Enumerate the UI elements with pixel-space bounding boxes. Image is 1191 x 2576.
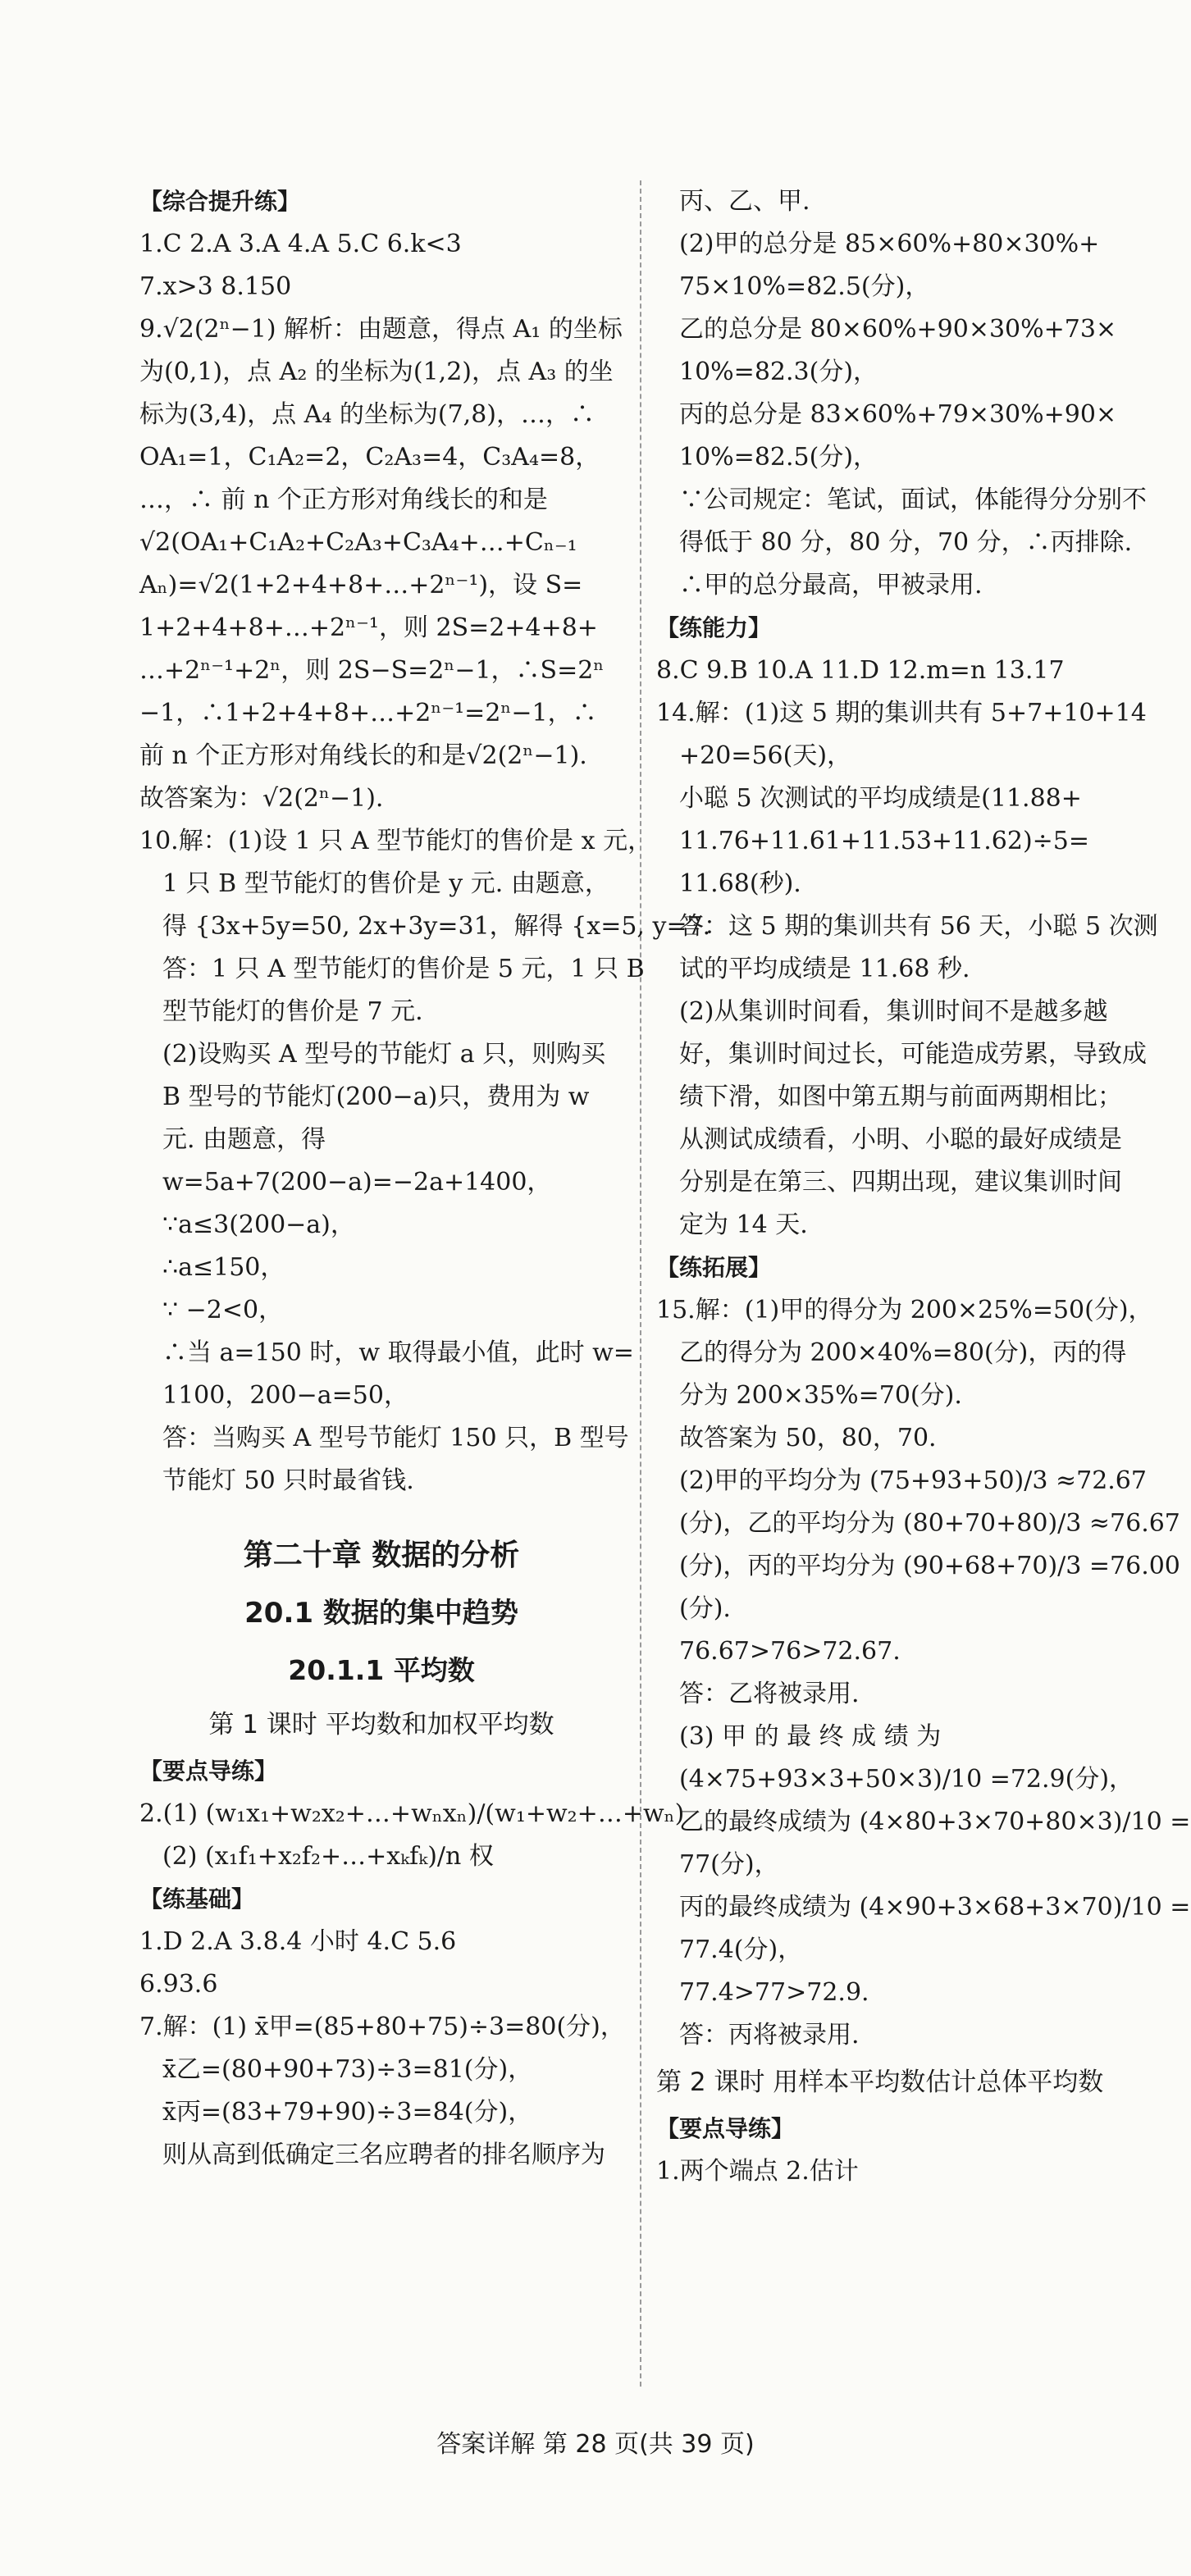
- section-heading: 【练拓展】: [656, 1254, 772, 1281]
- text-line: 分别是在第三、四期出现，建议集训时间: [679, 1168, 1122, 1197]
- text-line: 得 {3x+5y=50, 2x+3y=31，解得 {x=5, y=7.: [162, 912, 711, 941]
- section-heading: 【要点导练】: [656, 2115, 795, 2142]
- text-line: …，∴ 前 n 个正方形对角线长的和是: [139, 486, 548, 514]
- text-line: 丙的最终成绩为 (4×90+3×68+3×70)/10 =: [679, 1893, 1191, 1922]
- text-line: 故答案为 50，80，70.: [679, 1424, 937, 1452]
- text-line: 试的平均成绩是 11.68 秒.: [679, 955, 970, 983]
- text-line: 75×10%=82.5(分)，: [679, 272, 930, 301]
- text-line: x̄丙=(83+79+90)÷3=84(分)，: [162, 2098, 533, 2127]
- text-line: 1 只 B 型节能灯的售价是 y 元. 由题意，: [162, 869, 609, 898]
- text-line: 11.76+11.61+11.53+11.62)÷5=: [679, 827, 1090, 855]
- section-heading: 【要点导练】: [139, 1758, 278, 1785]
- page-footer: 答案详解 第 28 页(共 39 页): [436, 2430, 755, 2459]
- text-line: 小聪 5 次测试的平均成绩是(11.88+: [679, 784, 1082, 813]
- text-line: 绩下滑，如图中第五期与前面两期相比；: [679, 1083, 1122, 1111]
- text-line: 15.解：(1)甲的得分为 200×25%=50(分)，: [656, 1296, 1153, 1324]
- text-line: 77.4(分)，: [679, 1935, 803, 1964]
- text-line: 答：乙将被录用.: [679, 1680, 860, 1708]
- text-line: 乙的得分为 200×40%=80(分)，丙的得: [679, 1338, 1127, 1367]
- text-line: 6.93.6: [139, 1970, 218, 1999]
- text-line: ∴甲的总分最高，甲被录用.: [679, 571, 983, 600]
- text-line: ∵a≤3(200−a)，: [162, 1210, 355, 1239]
- text-line: 乙的最终成绩为 (4×80+3×70+80×3)/10 =: [679, 1808, 1191, 1836]
- text-line: 8.C 9.B 10.A 11.D 12.m=n 13.17: [656, 656, 1065, 685]
- chapter-heading: 20.1.1 平均数: [288, 1654, 475, 1686]
- text-line: ∵公司规定：笔试，面试，体能得分分别不: [679, 486, 1147, 514]
- text-line: ∵ −2<0，: [162, 1296, 284, 1324]
- text-line: 丙、乙、甲.: [679, 187, 810, 216]
- text-line: w=5a+7(200−a)=−2a+1400，: [162, 1168, 552, 1197]
- text-line: 分为 200×35%=70(分).: [679, 1381, 962, 1410]
- text-line: +20=56(天)，: [679, 741, 852, 770]
- text-line: …+2ⁿ⁻¹+2ⁿ，则 2S−S=2ⁿ−1，∴S=2ⁿ: [139, 656, 605, 685]
- text-line: (4×75+93×3+50×3)/10 =72.9(分)，: [679, 1765, 1134, 1794]
- text-line: OA₁=1，C₁A₂=2，C₂A₃=4，C₃A₄=8，: [139, 443, 600, 472]
- text-line: B 型号的节能灯(200−a)只，费用为 w: [162, 1083, 590, 1111]
- text-line: 10%=82.5(分)，: [679, 443, 878, 472]
- text-line: (3) 甲 的 最 终 成 绩 为: [679, 1722, 942, 1751]
- section-heading: 【练能力】: [656, 614, 772, 641]
- text-line: 前 n 个正方形对角线长的和是√2(2ⁿ−1).: [139, 741, 587, 770]
- text-line: 元. 由题意，得: [162, 1125, 326, 1154]
- text-line: 则从高到低确定三名应聘者的排名顺序为: [162, 2141, 605, 2169]
- text-line: x̄乙=(80+90+73)÷3=81(分)，: [162, 2055, 533, 2084]
- text-line: (2)设购买 A 型号的节能灯 a 只，则购买: [162, 1040, 606, 1069]
- text-line: 乙的总分是 80×60%+90×30%+73×: [679, 315, 1117, 344]
- section-heading: 【练基础】: [139, 1885, 255, 1913]
- chapter-heading: 第 2 课时 用样本平均数估计总体平均数: [656, 2068, 1104, 2097]
- text-line: (2)甲的平均分为 (75+93+50)/3 ≈72.67: [679, 1466, 1147, 1495]
- text-line: 2.(1) (w₁x₁+w₂x₂+…+wₙxₙ)/(w₁+w₂+…+wₙ): [139, 1799, 685, 1828]
- text-line: 1.D 2.A 3.8.4 小时 4.C 5.6: [139, 1927, 457, 1956]
- text-line: 从测试成绩看，小明、小聪的最好成绩是: [679, 1125, 1122, 1154]
- text-line: 答：1 只 A 型节能灯的售价是 5 元，1 只 B: [162, 955, 645, 983]
- text-line: 答：当购买 A 型号节能灯 150 只，B 型号: [162, 1424, 629, 1452]
- text-line: (分)，丙的平均分为 (90+68+70)/3 =76.00: [679, 1552, 1180, 1580]
- chapter-heading: 第 1 课时 平均数和加权平均数: [208, 1710, 554, 1739]
- chapter-heading: 20.1 数据的集中趋势: [244, 1597, 518, 1630]
- text-line: Aₙ)=√2(1+2+4+8+…+2ⁿ⁻¹)，设 S=: [139, 571, 583, 600]
- text-line: (分).: [679, 1594, 731, 1623]
- text-line: 14.解：(1)这 5 期的集训共有 5+7+10+14: [656, 699, 1147, 727]
- text-line: 标为(3,4)，点 A₄ 的坐标为(7,8)，…，∴: [139, 400, 595, 429]
- text-line: 定为 14 天.: [679, 1210, 808, 1239]
- text-line: 答：这 5 期的集训共有 56 天，小聪 5 次测: [679, 912, 1158, 941]
- text-line: (2)从集训时间看，集训时间不是越多越: [679, 997, 1108, 1026]
- text-line: 11.68(秒).: [679, 869, 801, 898]
- text-line: ∴a≤150，: [162, 1253, 285, 1282]
- text-line: 节能灯 50 只时最省钱.: [162, 1466, 414, 1495]
- text-line: −1，∴1+2+4+8+…+2ⁿ⁻¹=2ⁿ−1，∴: [139, 699, 597, 727]
- text-line: (2) (x₁f₁+x₂f₂+…+xₖfₖ)/n 权: [162, 1842, 494, 1871]
- text-line: (分)，乙的平均分为 (80+70+80)/3 ≈76.67: [679, 1509, 1180, 1538]
- text-line: (2)甲的总分是 85×60%+80×30%+: [679, 230, 1100, 258]
- text-line: 1100，200−a=50，: [162, 1381, 408, 1410]
- text-line: 1.两个端点 2.估计: [656, 2157, 859, 2186]
- text-line: √2(OA₁+C₁A₂+C₂A₃+C₃A₄+…+Cₙ₋₁: [139, 528, 577, 557]
- text-line: 10%=82.3(分)，: [679, 358, 878, 386]
- text-line: ∴当 a=150 时，w 取得最小值，此时 w=: [162, 1338, 634, 1367]
- text-line: 77.4>77>72.9.: [679, 1978, 869, 2007]
- text-line: 为(0,1)，点 A₂ 的坐标为(1,2)，点 A₃ 的坐: [139, 358, 614, 386]
- right-column: [656, 180, 1191, 2193]
- text-line: 丙的总分是 83×60%+79×30%+90×: [679, 400, 1117, 429]
- text-line: 7.x>3 8.150: [139, 272, 292, 301]
- left-column: [139, 180, 711, 2387]
- text-line: 76.67>76>72.67.: [679, 1637, 901, 1666]
- text-line: 77(分)，: [679, 1850, 779, 1879]
- text-line: 10.解：(1)设 1 只 A 型节能灯的售价是 x 元，: [139, 827, 653, 855]
- section-heading: 【综合提升练】: [139, 188, 301, 215]
- text-line: 故答案为：√2(2ⁿ−1).: [139, 784, 384, 813]
- text-line: 9.√2(2ⁿ−1) 解析：由题意，得点 A₁ 的坐标: [139, 315, 623, 344]
- text-line: 得低于 80 分，80 分，70 分，∴丙排除.: [679, 528, 1133, 557]
- text-line: 1+2+4+8+…+2ⁿ⁻¹，则 2S=2+4+8+: [139, 613, 598, 642]
- text-line: 型节能灯的售价是 7 元.: [162, 997, 423, 1026]
- text-line: 答：丙将被录用.: [679, 2021, 860, 2049]
- text-line: 7.解：(1) x̄甲=(85+80+75)÷3=80(分)，: [139, 2013, 625, 2041]
- text-line: 1.C 2.A 3.A 4.A 5.C 6.k<3: [139, 230, 462, 258]
- text-line: 好，集训时间过长，可能造成劳累，导致成: [679, 1040, 1147, 1069]
- chapter-heading: 第二十章 数据的分析: [243, 1539, 520, 1572]
